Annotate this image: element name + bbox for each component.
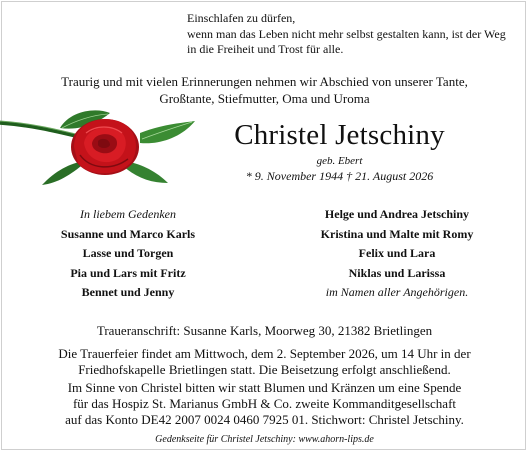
donation-request [0, 380, 529, 428]
quote-line-3: in die Freiheit und Trost für alle. [187, 42, 344, 56]
mourner-entry: Kristina und Malte mit Romy [320, 226, 474, 241]
maiden-name: geb. Ebert [316, 155, 363, 167]
donation-line-3: auf das Konto DE42 2007 0024 0460 7925 01. Stichwort: Christel Jetschiny. [65, 412, 464, 427]
funeral-details [0, 346, 529, 378]
intro-line-1: Traurig und mit vielen Erinnerungen nehmen wir Abschied von unserer Tante, [61, 74, 468, 89]
donation-line-1: Im Sinne von Christel bitten wir statt Blumen und Kränzen um eine Spende [67, 380, 462, 395]
mourner-entry: Felix und Lara [358, 246, 436, 261]
mourner-entry: im Namen aller Angehörigen. [325, 285, 469, 300]
deceased-name: Christel Jetschiny [234, 119, 445, 151]
mourner-entry: Susanne und Marco Karls [60, 226, 196, 241]
mourner-entry: In liebem Gedenken [80, 207, 176, 221]
life-dates: * 9. November 1944 † 21. August 2026 [245, 169, 434, 183]
condolence-address: Traueranschrift: Susanne Karls, Moorweg 30, 21382 Brietlingen [96, 323, 433, 338]
mourner-entry: Bennet und Jenny [81, 285, 175, 300]
mourner-entry: Lasse und Torgen [82, 246, 174, 261]
memorial-page-link[interactable]: Gedenkseite für Christel Jetschiny: www.ahorn-lips.de [155, 434, 374, 445]
funeral-line-2: Friedhofskapelle Brietlingen statt. Die Beisetzung erfolgt anschließend. [78, 362, 451, 377]
mourner-entry: Pia und Lars mit Fritz [70, 265, 186, 280]
mourners-left-column [8, 205, 248, 303]
mourner-entry: Niklas und Larissa [348, 265, 446, 280]
quote-line-2: wenn man das Leben nicht mehr selbst gestalten kann, ist der Weg [187, 26, 506, 41]
donation-line-2: für das Hospiz St. Marianus GmbH & Co. zweite Kommanditgesellschaft [72, 396, 457, 411]
funeral-line-1: Die Trauerfeier findet am Mittwoch, dem 2. September 2026, um 14 Uhr in der [58, 346, 471, 361]
farewell-intro [0, 73, 529, 107]
mourners-right-column [268, 205, 526, 303]
mourner-entry: Helge und Andrea Jetschiny [324, 207, 470, 221]
opening-quote [187, 11, 517, 58]
quote-line-1: Einschlafen zu dürfen, [187, 11, 296, 25]
intro-line-2: Großtante, Stiefmutter, Oma und Uroma [159, 91, 370, 106]
